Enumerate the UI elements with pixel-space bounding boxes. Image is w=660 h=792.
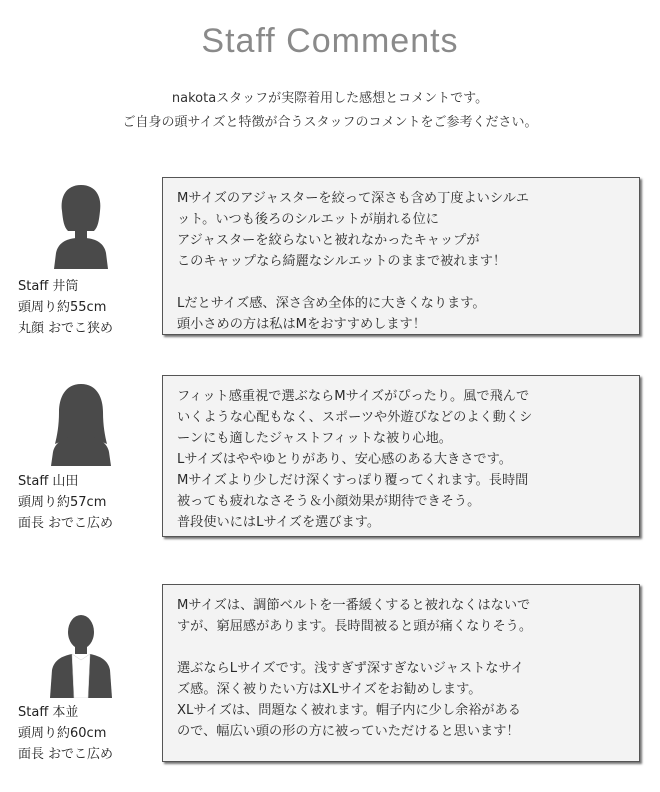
- staff-info: [18, 702, 113, 765]
- comment-line: Lサイズはややゆとりがあり、安心感のある大きさです。: [177, 452, 512, 467]
- staff-info: [18, 276, 113, 339]
- staff-head-size: 頭周り約57cm: [18, 495, 107, 510]
- staff-face-type: 丸顔 おでこ狭め: [18, 321, 114, 336]
- comment-line: フィット感重視で選ぶならMサイズがぴったり。風で飛んで: [177, 389, 530, 404]
- staff-head-size: 頭周り約60cm: [18, 726, 107, 741]
- page-title: Staff Comments: [201, 22, 459, 60]
- comment-line: ズ感。深く被りたい方はXLサイズをお勧めします。: [177, 682, 482, 697]
- intro-text-line-2: ご自身の頭サイズと特徴が合うスタッフのコメントをご参考ください。: [122, 115, 538, 130]
- comment-line: このキャップなら綺麗なシルエットのままで被れます！: [177, 254, 507, 269]
- comment-line: すが、窮屈感があります。長時間被ると頭が痛くなりそう。: [177, 619, 533, 634]
- man-person-icon: [48, 612, 114, 698]
- short-hair-person-icon: [50, 183, 112, 269]
- staff-name: Staff 井筒: [18, 279, 79, 294]
- comment-line: 頭小さめの方は私はMをおすすめします！: [177, 317, 426, 332]
- comment-line: ット。いつも後ろのシルエットが崩れる位に: [177, 212, 439, 227]
- staff-head-size: 頭周り約55cm: [18, 300, 107, 315]
- comment-line: アジャスターを絞らないと被れなかったキャップが: [177, 233, 480, 248]
- comment-line: Mサイズは、調節ベルトを一番緩くすると被れなくはないで: [177, 598, 531, 613]
- comment-line: いくような心配もなく、スポーツや外遊びなどのよく動くシ: [177, 410, 533, 425]
- comment-line: 被っても疲れなさそう＆小顔効果が期待できそう。: [177, 494, 481, 509]
- long-hair-person-icon: [47, 382, 115, 466]
- comment-card: [162, 177, 640, 335]
- comment-line: 普段使いにはLサイズを選びます。: [177, 515, 381, 530]
- comment-line: XLサイズは、問題なく被れます。帽子内に少し余裕がある: [177, 703, 521, 718]
- staff-name: Staff 本並: [18, 705, 79, 720]
- comment-line: Lだとサイズ感、深さ含め全体的に大きくなります。: [177, 296, 486, 311]
- intro-text-line-1: nakotaスタッフが実際着用した感想とコメントです。: [171, 91, 489, 106]
- staff-name: Staff 山田: [18, 474, 79, 489]
- comment-line: ので、幅広い頭の形の方に被っていただけると思います！: [177, 724, 520, 739]
- comment-card: [162, 375, 640, 537]
- comment-card: [162, 584, 640, 762]
- comment-line: ーンにも適したジャストフィットな被り心地。: [177, 431, 452, 446]
- comment-line: 選ぶならLサイズです。浅すぎず深すぎないジャストなサイ: [177, 661, 524, 676]
- comment-line: Mサイズのアジャスターを絞って深さも含め丁度よいシルエ: [177, 191, 530, 206]
- staff-face-type: 面長 おでこ広め: [18, 516, 114, 531]
- staff-info: [18, 471, 113, 534]
- staff-face-type: 面長 おでこ広め: [18, 747, 114, 762]
- comment-line: Mサイズより少しだけ深くすっぽり覆ってくれます。長時間: [177, 473, 529, 488]
